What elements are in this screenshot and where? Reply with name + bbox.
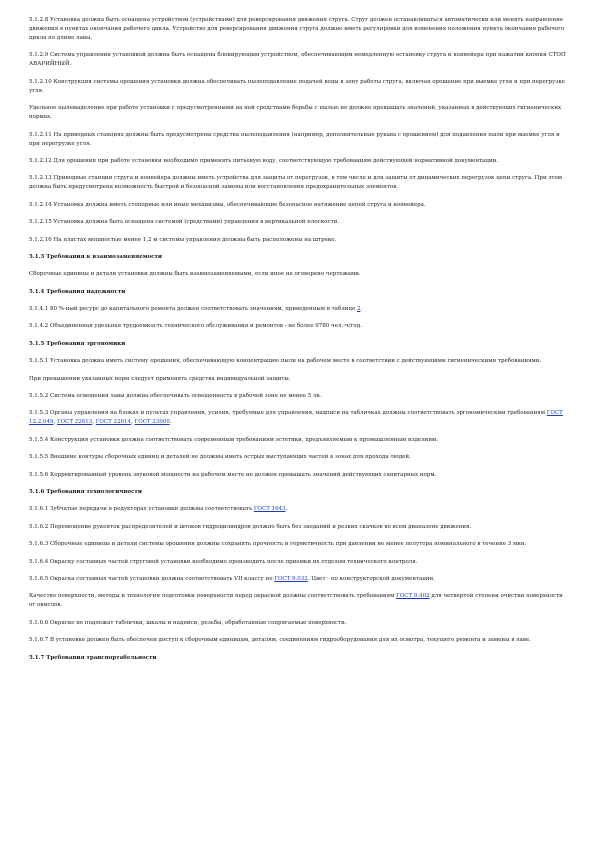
paragraph: Качество поверхности, методы и технология подготовки поверхности перед окраской должны соответствовать требованиям ГОСТ 9.402 для четвертой степени очистки поверхности от окислов. [29, 593, 563, 609]
section-heading: 5.1.4 Требования надежности [29, 288, 126, 295]
paragraph: 5.1.5.1 Установка должна иметь систему орошения, обеспечивающую концентрацию пыли на рабочем месте в соответствии с действующими гигиеническими требованиями. [29, 358, 542, 365]
paragraph: 5.1.4.1 80 %-ный ресурс до капитального ремонта должен соответствовать значениям, приведенным в таблице 2. [29, 306, 363, 313]
paragraph: Удельное пылевыделение при работе установки с предусмотренными на ней средствами борьбы с пылью не должно превышать значений, указанных в действующих гигиенических нормах. [29, 105, 562, 121]
standard-link[interactable]: ГОСТ 22613 [57, 419, 93, 426]
standard-link[interactable]: ГОСТ 22614 [95, 419, 132, 426]
paragraph: 5.1.5.5 Внешние контуры сборочных единиц и деталей не должны иметь острых выступающих частей в зонах для прохода людей. [29, 454, 411, 461]
reference-link[interactable]: 2 [356, 306, 361, 313]
standard-link[interactable]: ГОСТ 23000 [134, 419, 170, 426]
paragraph: 5.1.6.2 Перемещение рукояток распределителей и штоков гидроцилиндров должно быть без заеданий и резких скачков во всем диапазоне движения. [29, 523, 472, 530]
paragraph: 5.1.2.11 На приводных станциях должны быть предусмотрены средства пылеподавления (например, дополнительные рукава с орошением) для подавления пыли при выемке угля и при перегрузке угля. [29, 131, 560, 147]
paragraph: 5.1.5.6 Корректированный уровень звуковой мощности на рабочем месте не должен превышать значений действующих санитарных норм. [29, 471, 437, 478]
reference-link[interactable]: ГОСТ 9.032 [274, 575, 308, 582]
section-heading: 5.1.5 Требования эргономики [29, 340, 126, 347]
paragraph: 5.1.4.2 Объединенная удельная трудоемкость технического обслуживания и ремонтов - не более 9780 чел.-ч/год. [29, 323, 362, 330]
paragraph: 5.1.2.16 На пластах мощностью менее 1,2 м системы управления должны быть расположены на штреке. [29, 236, 337, 243]
paragraph: 5.1.2.14 Установка должна иметь стопорные или иные механизмы, обеспечивающие безопасное натяжение цепей струга и конвейера. [29, 201, 426, 208]
paragraph: 5.1.6.7 В установке должен быть обеспечен доступ к сборочным единицам, деталям, соединениям гидрооборудования для их осмотра, текущего ремонта и замены в лаве. [29, 637, 531, 644]
reference-link[interactable]: ГОСТ 9.402 [396, 593, 430, 600]
section-heading: 5.1.7 Требования транспортабельности [29, 654, 157, 661]
paragraph: 5.1.6.4 Окраску составных частей струговой установки необходимо производить после приемки их отделом технического контроля. [29, 558, 418, 565]
paragraph: 5.1.5.3 Органы управления на блоках и пультах управления, усилия, требуемые для управления, надписи на табличках должны соответствовать эргономическим требованиям ГОСТ 12.2.049, ГОСТ 22613, ГОСТ 22614, ГОСТ 23000. [29, 410, 563, 426]
paragraph: 5.1.5.4 Конструкция установки должна соответствовать современным требованиям эстетики, предъявляемым к промышленным изделиям. [29, 436, 438, 443]
paragraph: 5.1.6.1 Зубчатые передачи в редукторах установки должны соответствовать ГОСТ 1643. [29, 506, 288, 513]
section-heading: 5.1.3 Требования к взаимозаменяемости [29, 253, 162, 260]
paragraph: 5.1.2.9 Система управления установкой должна быть оснащена блокирующим устройством, обеспечивающим немедленную остановку струга и конвейера при нажатии кнопки СТОП АВАРИЙНЫЙ. [29, 52, 566, 68]
paragraph: При превышении указанных норм следует применять средства индивидуальной защиты. [29, 375, 291, 382]
paragraph: 5.1.2.15 Установка должна быть оснащена системой (средствами) управления в вертикальной плоскости. [29, 219, 340, 226]
paragraph: 5.1.6.3 Сборочные единицы и детали системы орошения должны сохранять прочность и герметичность при давлении не менее полутора номинального в течение 3 мин. [29, 541, 527, 548]
paragraph: 5.1.6.5 Окраска составных частей установки должна соответствовать VII классу по ГОСТ 9.032. Цвет - по конструкторской документации. [29, 575, 435, 582]
paragraph: 5.1.2.8 Установка должна быть оснащена устройством (устройствами) для реверсирования движения струга. Струг должен останавливаться автоматически или менять направление движения в пунктах окончания рабочего цикла. Устройство для реверсирования движения струга должно иметь регулировки для изменения положения пункта окончания рабочего цикла по длине лавы. [29, 17, 565, 41]
paragraph: Сборочные единицы и детали установки должны быть взаимозаменяемыми, если иное не оговорено чертежами. [29, 271, 361, 278]
paragraph: 5.1.2.13 Приводные станции струга и конвейера должны иметь устройства для защиты от перегрузок, в том числе и для защиты от динамических перегрузок цепи струга. При этом должна быть предусмотрена возможность быстрой и безопасной замены или восстановления предохранительных элементов. [29, 175, 563, 191]
paragraph: 5.1.2.12 Для орошения при работе установки необходимо применять питьевую воду, соответствующую требованиям действующей нормативной документации. [29, 157, 499, 164]
paragraph: 5.1.6.6 Окраске не подлежат таблички, шкалы и надписи, резьбы, обработанные сопрягаемые поверхности. [29, 619, 347, 626]
reference-link[interactable]: ГОСТ 1643 [253, 506, 286, 513]
paragraph: 5.1.2.10 Конструкция системы орошения установки должна обеспечивать пылеподавление подачей воды в зону работы струга, включая орошение при выемке угля и при перегрузке угля. [29, 78, 566, 94]
standard-link[interactable]: ГОСТ 12.2.049 [29, 410, 563, 426]
paragraph: 5.1.5.2 Система освещения лавы должна обеспечивать освещенность в рабочей зоне не менее 5 лк. [29, 393, 322, 400]
section-heading: 5.1.6 Требования технологичности [29, 488, 142, 495]
